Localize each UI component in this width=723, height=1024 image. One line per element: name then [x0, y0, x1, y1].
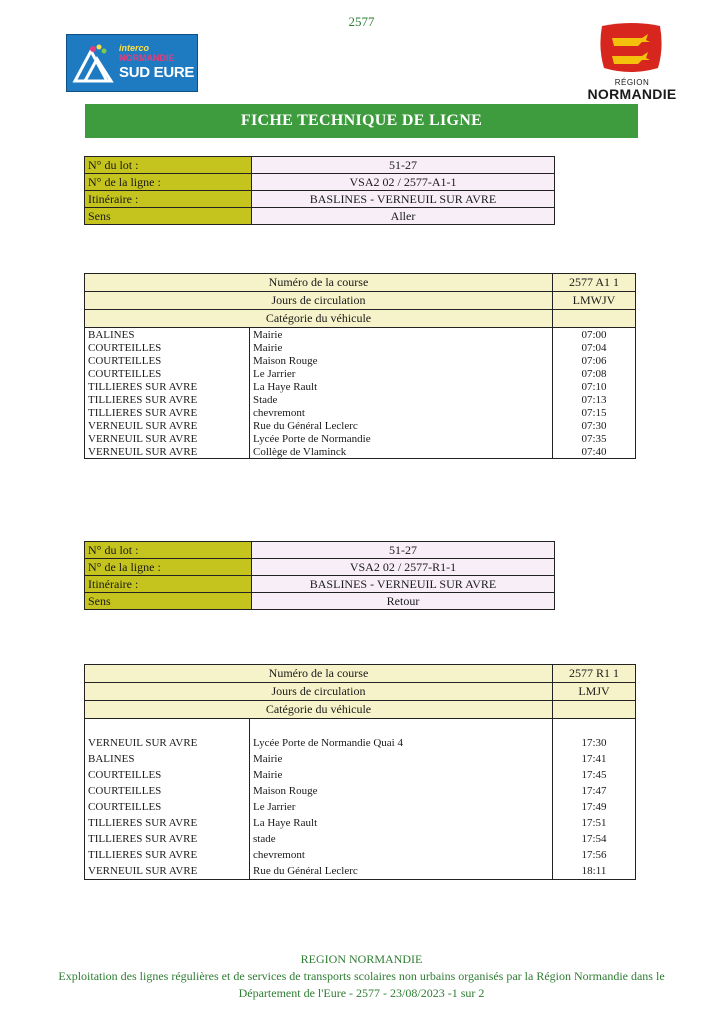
table-row	[85, 157, 555, 174]
stop-row	[85, 393, 636, 406]
stop-time: 07:08	[553, 367, 636, 380]
normandy-leopards-icon	[598, 22, 664, 74]
stop-name: Mairie	[250, 341, 553, 354]
table-row	[85, 593, 555, 610]
stop-name: Lycée Porte de Normandie	[250, 432, 553, 445]
stop-time: 07:40	[553, 445, 636, 459]
footer-description: Exploitation des lignes régulières et de services de transports scolaires non urbains organisés par la Région Normandie dans le	[58, 969, 665, 983]
stop-name: Collège de Vlaminck	[250, 445, 553, 459]
stop-name: Rue du Général Leclerc	[250, 863, 553, 880]
service-days-value: LMJV	[553, 683, 636, 701]
stop-row	[85, 735, 636, 751]
interco-mark-icon	[71, 41, 117, 85]
page-number: 2577	[348, 14, 375, 29]
interco-normandie-sud-eure-logo	[66, 34, 198, 92]
footer-reference: Département de l'Eure - 2577 - 23/08/2023 -1 sur 2	[238, 986, 485, 1000]
stop-row	[85, 799, 636, 815]
service-days-value: LMWJV	[553, 292, 636, 310]
stop-commune: COURTEILLES	[85, 783, 250, 799]
stop-row	[85, 863, 636, 880]
info-label: Sens	[85, 593, 252, 610]
stop-name: Stade	[250, 393, 553, 406]
stop-time: 07:10	[553, 380, 636, 393]
stop-commune: VERNEUIL SUR AVRE	[85, 419, 250, 432]
info-value: 51-27	[252, 157, 555, 174]
course-table-retour	[84, 664, 636, 880]
stop-commune	[85, 719, 250, 736]
stop-time: 17:56	[553, 847, 636, 863]
stop-time: 17:47	[553, 783, 636, 799]
stop-time: 17:49	[553, 799, 636, 815]
info-value: VSA2 02 / 2577-R1-1	[252, 559, 555, 576]
stop-row	[85, 432, 636, 445]
info-value: BASLINES - VERNEUIL SUR AVRE	[252, 191, 555, 208]
stop-name	[250, 719, 553, 736]
table-row	[85, 559, 555, 576]
stop-commune: TILLIERES SUR AVRE	[85, 815, 250, 831]
stop-name: Rue du Général Leclerc	[250, 419, 553, 432]
stop-time: 07:00	[553, 328, 636, 342]
stop-time: 17:54	[553, 831, 636, 847]
stop-name: La Haye Rault	[250, 815, 553, 831]
stop-name: stade	[250, 831, 553, 847]
page-title-banner: FICHE TECHNIQUE DE LIGNE	[85, 104, 638, 138]
stop-commune: BALINES	[85, 751, 250, 767]
logo-left-line3: SUD EURE	[119, 64, 195, 81]
stop-name: chevremont	[250, 406, 553, 419]
table-row	[85, 274, 636, 292]
stop-time: 18:11	[553, 863, 636, 880]
table-row	[85, 665, 636, 683]
stop-row	[85, 831, 636, 847]
stop-time: 07:13	[553, 393, 636, 406]
stop-row	[85, 341, 636, 354]
info-label: N° du lot :	[85, 542, 252, 559]
stop-name: Mairie	[250, 751, 553, 767]
info-value: VSA2 02 / 2577-A1-1	[252, 174, 555, 191]
stop-commune: TILLIERES SUR AVRE	[85, 406, 250, 419]
stop-row	[85, 751, 636, 767]
vehicle-category-value	[553, 310, 636, 328]
stop-row	[85, 406, 636, 419]
table-row	[85, 191, 555, 208]
table-row	[85, 683, 636, 701]
stop-commune: VERNEUIL SUR AVRE	[85, 445, 250, 459]
stop-row	[85, 419, 636, 432]
course-number-label: Numéro de la course	[85, 665, 553, 683]
table-row	[85, 310, 636, 328]
info-label: N° de la ligne :	[85, 174, 252, 191]
stop-commune: VERNEUIL SUR AVRE	[85, 432, 250, 445]
stop-time	[553, 719, 636, 736]
service-days-label: Jours de circulation	[85, 292, 553, 310]
table-row	[85, 576, 555, 593]
table-row	[85, 292, 636, 310]
info-value: Retour	[252, 593, 555, 610]
stop-row	[85, 847, 636, 863]
stop-row	[85, 815, 636, 831]
info-label: Itinéraire :	[85, 576, 252, 593]
info-table-retour	[84, 541, 555, 610]
course-number-label: Numéro de la course	[85, 274, 553, 292]
stop-commune: COURTEILLES	[85, 767, 250, 783]
stop-time: 17:30	[553, 735, 636, 751]
stop-time: 17:41	[553, 751, 636, 767]
vehicle-category-value	[553, 701, 636, 719]
course-table-aller	[84, 273, 636, 459]
table-row	[85, 542, 555, 559]
vehicle-category-label: Catégorie du véhicule	[85, 310, 553, 328]
stop-commune: VERNEUIL SUR AVRE	[85, 863, 250, 880]
service-days-label: Jours de circulation	[85, 683, 553, 701]
stop-commune: TILLIERES SUR AVRE	[85, 831, 250, 847]
stop-name: Mairie	[250, 328, 553, 342]
stop-commune: BALINES	[85, 328, 250, 342]
stop-row	[85, 445, 636, 459]
stop-commune: COURTEILLES	[85, 367, 250, 380]
stop-name: chevremont	[250, 847, 553, 863]
info-table-aller	[84, 156, 555, 225]
stop-row	[85, 380, 636, 393]
course-number-value: 2577 A1 1	[553, 274, 636, 292]
info-label: N° de la ligne :	[85, 559, 252, 576]
stop-row	[85, 328, 636, 342]
info-value: BASLINES - VERNEUIL SUR AVRE	[252, 576, 555, 593]
logo-right-line2: NORMANDIE	[587, 86, 677, 102]
stop-commune: TILLIERES SUR AVRE	[85, 393, 250, 406]
stop-commune: COURTEILLES	[85, 354, 250, 367]
info-value: 51-27	[252, 542, 555, 559]
stop-time: 07:06	[553, 354, 636, 367]
stop-time: 17:45	[553, 767, 636, 783]
stop-name: Maison Rouge	[250, 783, 553, 799]
logo-right-line1: RÉGION	[614, 78, 650, 87]
stop-time: 07:15	[553, 406, 636, 419]
stop-commune: TILLIERES SUR AVRE	[85, 847, 250, 863]
stop-row	[85, 354, 636, 367]
stop-time: 07:30	[553, 419, 636, 432]
stop-row	[85, 783, 636, 799]
info-label: N° du lot :	[85, 157, 252, 174]
stop-commune: COURTEILLES	[85, 799, 250, 815]
region-normandie-logo	[580, 22, 684, 104]
stop-commune: TILLIERES SUR AVRE	[85, 380, 250, 393]
stop-time: 07:04	[553, 341, 636, 354]
stop-name: Le Jarrier	[250, 799, 553, 815]
stop-time: 17:51	[553, 815, 636, 831]
stop-commune: COURTEILLES	[85, 341, 250, 354]
stop-row	[85, 719, 636, 736]
logo-left-line1: interco	[119, 43, 150, 53]
stop-name: Mairie	[250, 767, 553, 783]
table-row	[85, 208, 555, 225]
vehicle-category-label: Catégorie du véhicule	[85, 701, 553, 719]
info-label: Sens	[85, 208, 252, 225]
table-row	[85, 174, 555, 191]
stop-name: Lycée Porte de Normandie Quai 4	[250, 735, 553, 751]
info-value: Aller	[252, 208, 555, 225]
table-row	[85, 701, 636, 719]
stop-row	[85, 367, 636, 380]
logo-left-line2: NORMANDIE	[119, 53, 175, 63]
stop-time: 07:35	[553, 432, 636, 445]
footer-region: REGION NORMANDIE	[300, 952, 423, 966]
info-label: Itinéraire :	[85, 191, 252, 208]
stop-row	[85, 767, 636, 783]
stop-name: La Haye Rault	[250, 380, 553, 393]
stop-name: Maison Rouge	[250, 354, 553, 367]
stop-name: Le Jarrier	[250, 367, 553, 380]
stop-commune: VERNEUIL SUR AVRE	[85, 735, 250, 751]
course-number-value: 2577 R1 1	[553, 665, 636, 683]
